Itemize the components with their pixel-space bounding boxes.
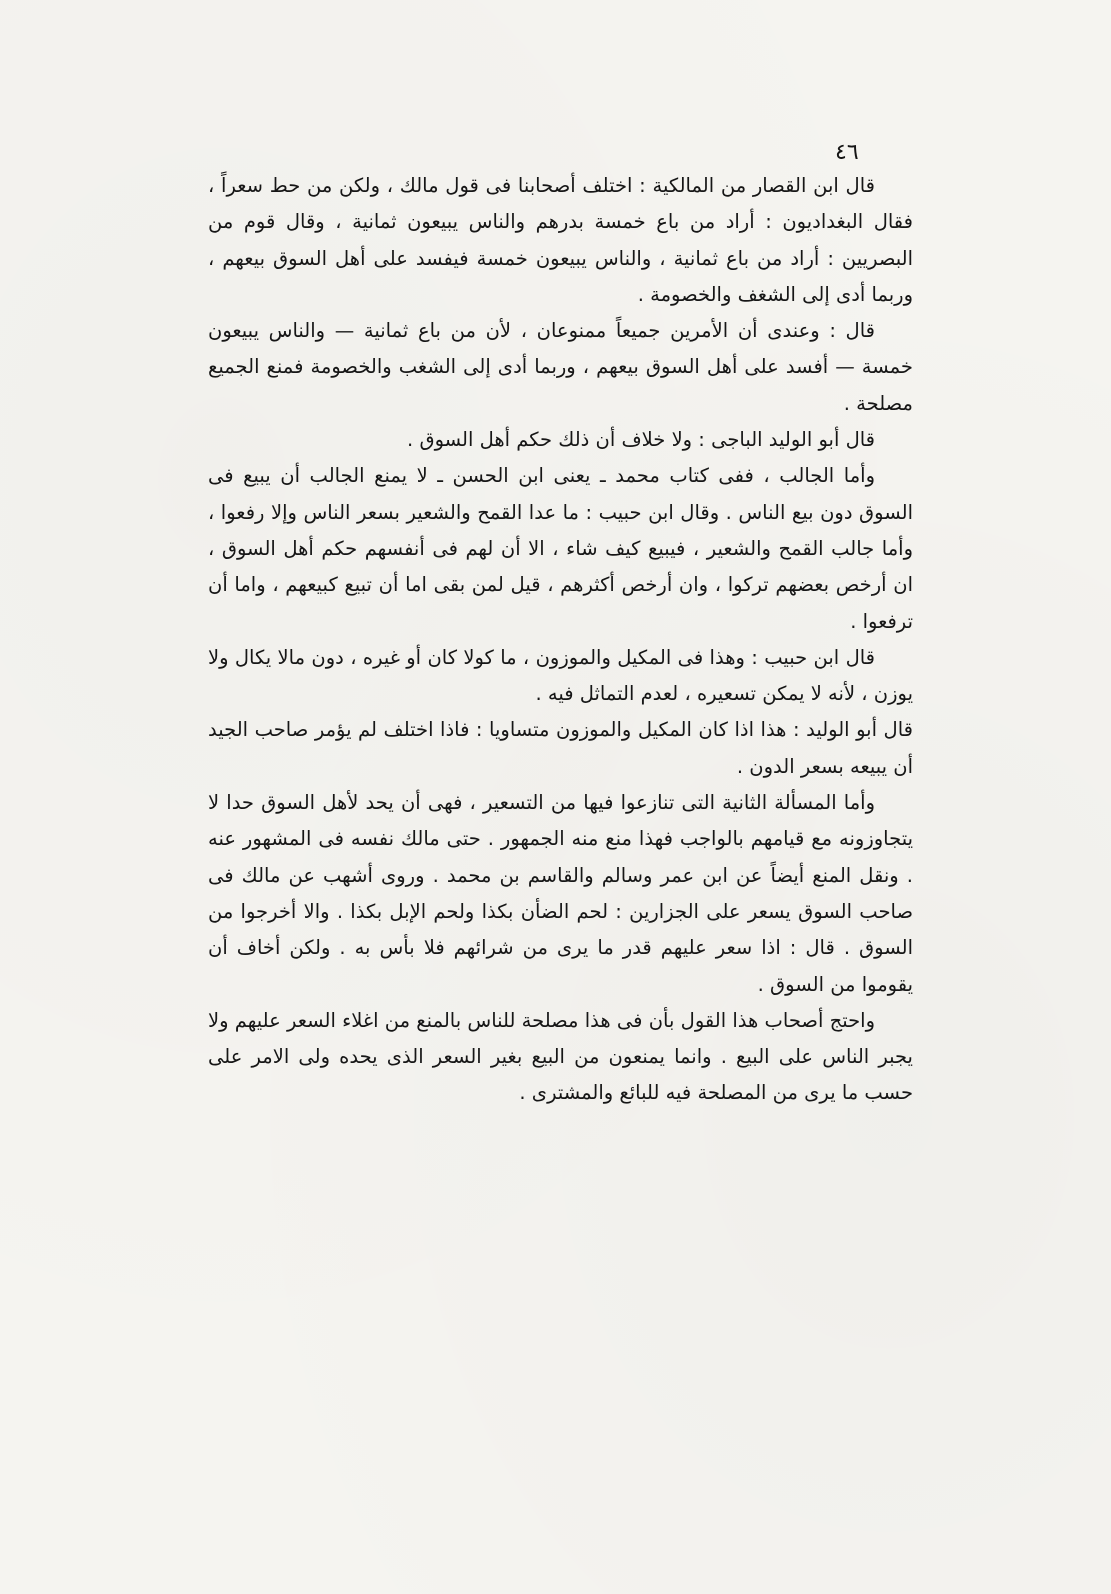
body-text bbox=[208, 168, 913, 1112]
paragraph: واحتج أصحاب هذا القول بأن فى هذا مصلحة للناس بالمنع من اغلاء السعر عليهم ولا يجبر الناس على البيع . وانما يمنعون من البيع بغير السعر الذى يحده ولى الامر على حسب ما يرى من المصلحة فيه للبائع والمشترى . bbox=[208, 1008, 913, 1105]
page-number: ٤٦ bbox=[835, 140, 859, 165]
paragraph: قال : وعندى أن الأمرين جميعاً ممنوعان ، لأن من باع ثمانية — والناس يبيعون خمسة — أفسد على أهل السوق بيعهم ، وربما أدى إلى الشغب والخصومة فمنع الجميع مصلحة . bbox=[208, 319, 913, 415]
paragraph: قال ابن القصار من المالكية : اختلف أصحابنا فى قول مالك ، ولكن من حط سعراً ، فقال البغداديون : أراد من باع خمسة بدرهم والناس يبيعون ثمانية ، وقال قوم من البصريين : أراد من باع ثمانية ، والناس يبيعون خمسة فيفسد على أهل السوق بيعهم ، وربما أدى إلى الشغف والخصومة . bbox=[208, 174, 913, 306]
paragraph: قال أبو الوليد : هذا اذا كان المكيل والموزون متساويا : فاذا اختلف لم يؤمر صاحب الجيد أن يبيعه بسعر الدون . bbox=[208, 718, 913, 778]
paragraph: قال أبو الوليد الباجى : ولا خلاف أن ذلك حكم أهل السوق . bbox=[407, 428, 875, 452]
paragraph: وأما المسألة الثانية التى تنازعوا فيها من التسعير ، فهى أن يحد لأهل السوق حدا لا يتجاوزونه مع قيامهم بالواجب فهذا منع منه الجمهور . حتى مالك نفسه فى المشهور عنه . ونقل المنع أيضاً عن ابن عمر وسالم والقاسم بن محمد . وروى أشهب عن مالك فى صاحب السوق يسعر على الجزارين : لحم الضأن بكذا ولحم الإبل بكذا . والا أخرجوا من السوق . قال : اذا سعر عليهم قدر ما يرى من شرائهم فلا بأس به . ولكن أخاف أن يقوموا من السوق . bbox=[208, 791, 913, 996]
paragraph: قال ابن حبيب : وهذا فى المكيل والموزون ، ما كولا كان أو غيره ، دون مالا يكال ولا يوزن ، لأنه لا يمكن تسعيره ، لعدم التماثل فيه . bbox=[208, 645, 913, 706]
paragraph: وأما الجالب ، ففى كتاب محمد ـ يعنى ابن الحسن ـ لا يمنع الجالب أن يبيع فى السوق دون بيع الناس . وقال ابن حبيب : ما عدا القمح والشعير بسعر الناس وإلا رفعوا ، وأما جالب القمح والشعير ، فيبيع كيف شاء ، الا أن لهم فى أنفسهم حكم أهل السوق ، ان أرخص بعضهم تركوا ، وان أرخص أكثرهم ، قيل لمن بقى اما أن تبيع كبيعهم ، واما أن ترفعوا . bbox=[208, 464, 913, 633]
